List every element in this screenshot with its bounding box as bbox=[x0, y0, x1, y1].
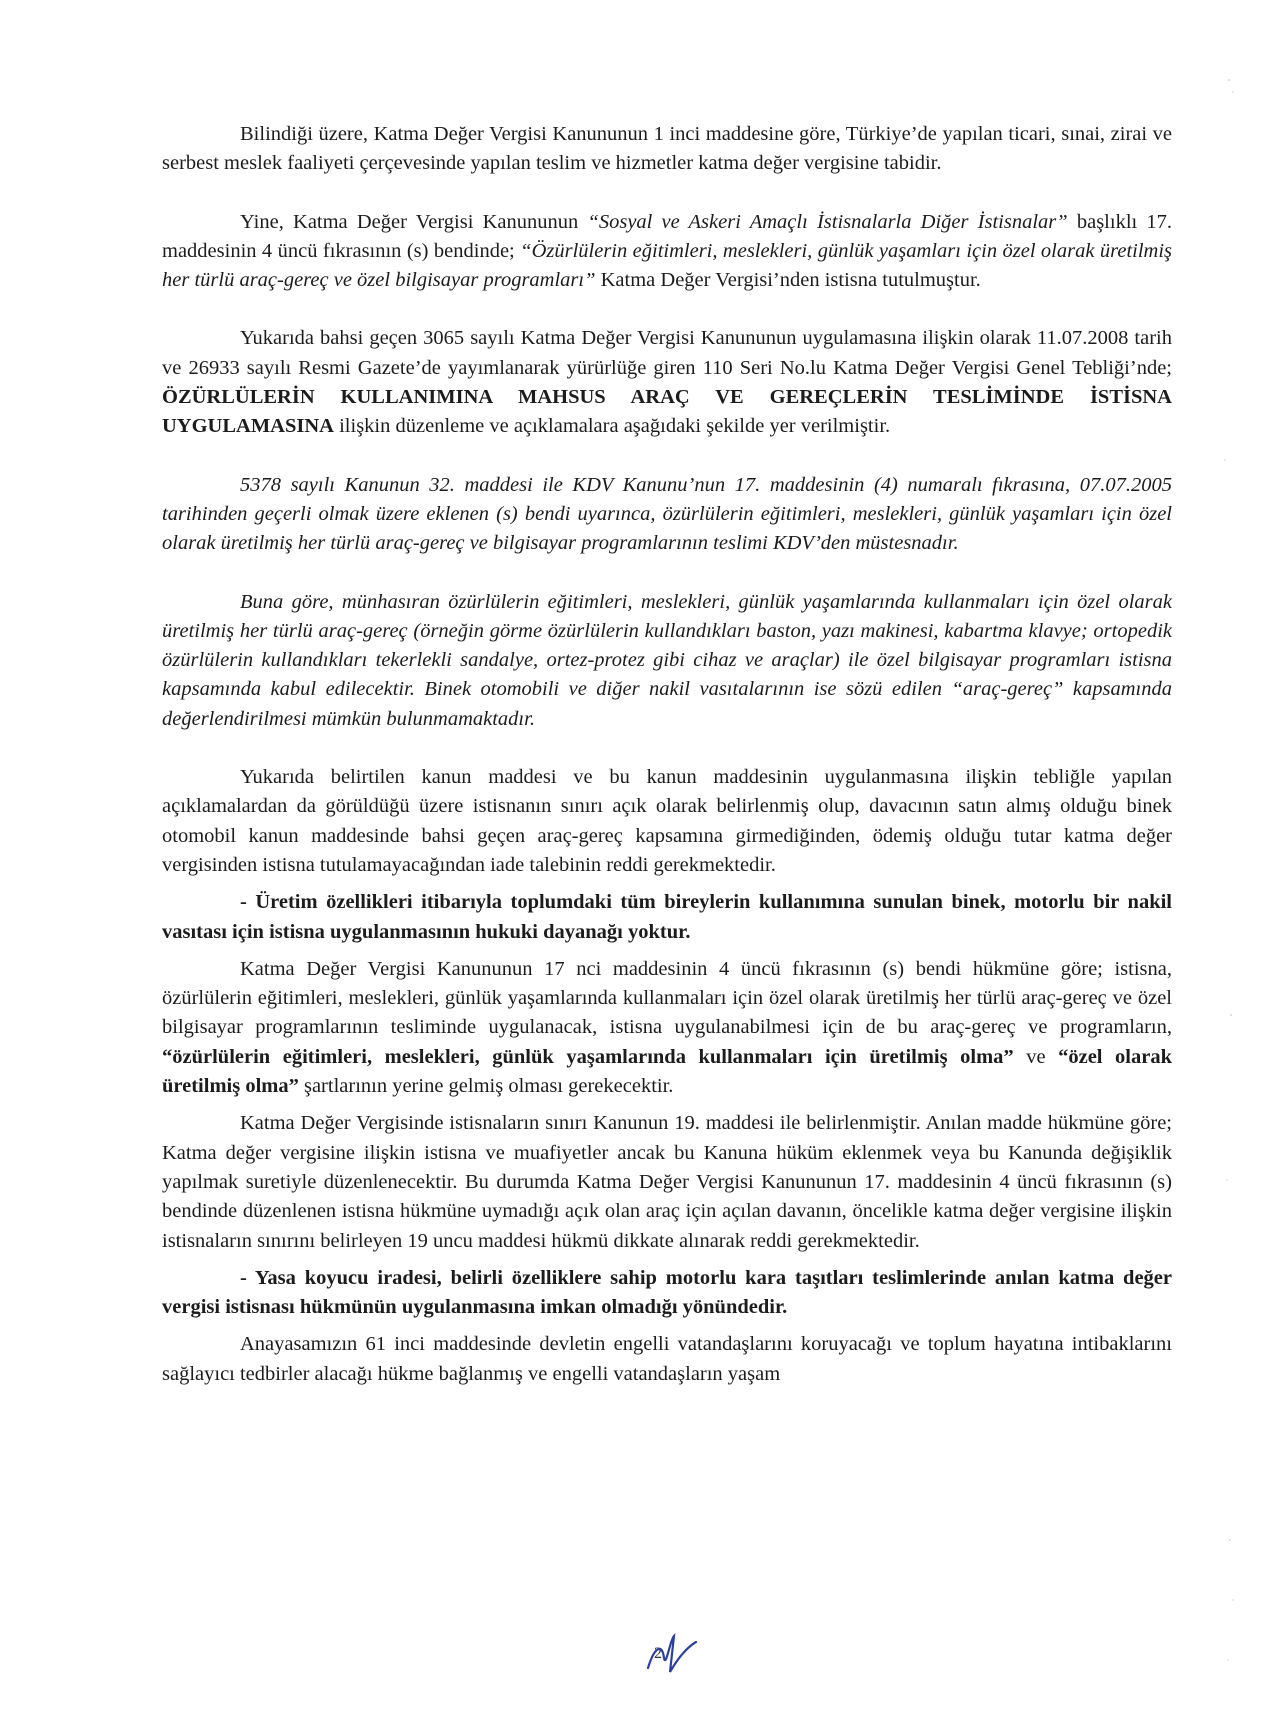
paragraph-4-quote: 5378 sayılı Kanunun 32. maddesi ile KDV Kanunu’nun 17. maddesinin (4) numaralı fıkrasına, 07.07.2005 tarihinden geçerli olmak üzere eklenen (s) bendi uyarınca, özürlülerin eğitimleri, meslekleri, günlük yaşamları için özel olarak üretilmiş her türlü araç-gereç ve bilgisayar programlarının teslimi KDV’den müstesnadır. bbox=[162, 473, 1172, 555]
paragraph-7-text-e: şartlarının yerine gelmiş olması gerekecektir. bbox=[298, 1075, 674, 1098]
paragraph-7-text-c: ve bbox=[1013, 1045, 1059, 1068]
paragraph-2-text-a: Yine, Katma Değer Vergisi Kanununun bbox=[240, 210, 588, 233]
paragraph-3-text-c: ilişkin düzenleme ve açıklamalara aşağıdaki şekilde yer verilmiştir. bbox=[333, 415, 891, 438]
paragraph-3 bbox=[162, 324, 1172, 441]
paragraph-1: Bilindiği üzere, Katma Değer Vergisi Kanununun 1 inci maddesine göre, Türkiye’de yapılan ticari, sınai, zirai ve serbest meslek faaliyeti çerçevesinde yapılan teslim ve hizmetler katma değer vergisine tabidir. bbox=[162, 123, 1172, 175]
heading-2: - Yasa koyucu iradesi, belirli özelliklere sahip motorlu kara taşıtları teslimlerinde anılan katma değer vergisi istisnası hükmünün uygulanmasına imkan olmadığı yönündedir. bbox=[162, 1266, 1172, 1319]
paragraph-8: Katma Değer Vergisinde istisnaların sınırı Kanunun 19. maddesi ile belirlenmiştir. Anılan madde hükmüne göre; Katma değer vergisine ilişkin istisna ve muafiyetler ancak bu Kanuna hüküm eklenmek veya bu Kanunda değişiklik yapılmak suretiyle düzenlenecektir. Bu durumda Katma Değer Vergisi Kanununun 17. maddesinin 4 üncü fıkrasının (s) bendinde düzenlenen istisna hükmüne uymadığı açık olan araç için açılan davanın, öncelikle katma değer vergisine ilişkin istisnaların sınırını belirleyen 19 uncu maddesi hükmü dikkate alınarak reddi gerekmektedir. bbox=[162, 1112, 1172, 1252]
paragraph-2-text-e: Katma Değer Vergisi’nden istisna tutulmuştur. bbox=[595, 269, 981, 292]
paragraph-3-text-a: Yukarıda bahsi geçen 3065 sayılı Katma Değer Vergisi Kanununun uygulamasına ilişkin olarak 11.07.2008 tarih ve 26933 sayılı Resmi Gazete’de yayımlanarak yürürlüğe giren 110 Seri No.lu Katma Değer Vergisi Genel Tebliği’nde; bbox=[162, 327, 1172, 379]
paragraph-2-quote-law: “Özürlülerin eğitimleri, meslekleri, günlük yaşamları için özel olarak üretilmiş her türlü araç-gereç ve özel bilgisayar programları” bbox=[162, 239, 1173, 292]
page-number: 2 bbox=[654, 1645, 662, 1662]
paragraph-7-bold-condition-2: “özel olarak üretilmiş olma” bbox=[162, 1045, 1172, 1098]
paragraph-2 bbox=[162, 208, 1172, 296]
paragraph-5-quote: Buna göre, münhasıran özürlülerin eğitimleri, meslekleri, günlük yaşamlarında kullanmaları için özel olarak üretilmiş her türlü araç-gereç (örneğin görme özürlülerin kullandıkları baston, yazı makinesi, kabartma klavye; ortopedik özürlülerin kullandıkları tekerlekli sandalye, ortez-protez gibi cihaz ve araçlar) ile özel bilgisayar programları istisna kapsamında kabul edilecektir. Binek otomobili ve diğer nakil vasıtalarının ise sözü edilen “araç-gereç” kapsamında değerlendirilmesi mümkün bulunmamaktadır. bbox=[162, 590, 1172, 730]
paragraph-7-text-a: Katma Değer Vergisi Kanununun 17 nci maddesinin 4 üncü fıkrasının (s) bendi hükmüne göre; istisna, özürlülerin eğitimleri, meslekleri, günlük yaşamlarında kullanmaları için özel olarak üretilmiş her türlü araç-gereç ve özel bilgisayar programlarının tesliminde uygulanacak, istisna uygulanabilmesi için de bu araç-gereç ve programların, bbox=[162, 957, 1172, 1039]
paragraph-7 bbox=[162, 955, 1172, 1101]
initials-signature-icon bbox=[640, 1628, 700, 1676]
heading-1: - Üretim özellikleri itibarıyla toplumdaki tüm bireylerin kullanımına sunulan binek, motorlu bir nakil vasıtası için istisna uygulanmasının hukuki dayanağı yoktur. bbox=[162, 891, 1172, 943]
scan-edge-noise bbox=[1215, 0, 1245, 1726]
paragraph-9: Anayasamızın 61 inci maddesinde devletin engelli vatandaşlarını koruyacağı ve toplum hayatına intibaklarını sağlayıcı tedbirler alacağı hükme bağlanmış ve engelli vatandaşların yaşam bbox=[162, 1333, 1172, 1385]
paragraph-2-text-c: başlıklı 17. maddesinin 4 üncü fıkrasının (s) bendinde; bbox=[162, 210, 1173, 262]
document-body bbox=[162, 120, 1172, 1389]
paragraph-7-bold-condition-1: “özürlülerin eğitimleri, meslekleri, günlük yaşamlarında kullanmaları için üretilmiş olma” bbox=[162, 1045, 1014, 1068]
paragraph-6: Yukarıda belirtilen kanun maddesi ve bu kanun maddesinin uygulanmasına ilişkin tebliğle yapılan açıklamalardan da görüldüğü üzere istisnanın sınırı açık olarak belirlenmiş olup, davacının satın almış olduğu binek otomobil kanun maddesinde bahsi geçen araç-gereç kapsamına girmediğinden, ödemiş olduğu tutar katma değer vergisinden istisna tutulamayacağından iade talebinin reddi gerekmektedir. bbox=[162, 766, 1172, 876]
paragraph-3-bold-title: ÖZÜRLÜLERİN KULLANIMINA MAHSUS ARAÇ VE GEREÇLERİN TESLİMİNDE İSTİSNA UYGULAMASINA bbox=[162, 386, 1172, 438]
paragraph-2-quote-title: “Sosyal ve Askeri Amaçlı İstisnalarla Diğer İstisnalar” bbox=[587, 210, 1068, 233]
